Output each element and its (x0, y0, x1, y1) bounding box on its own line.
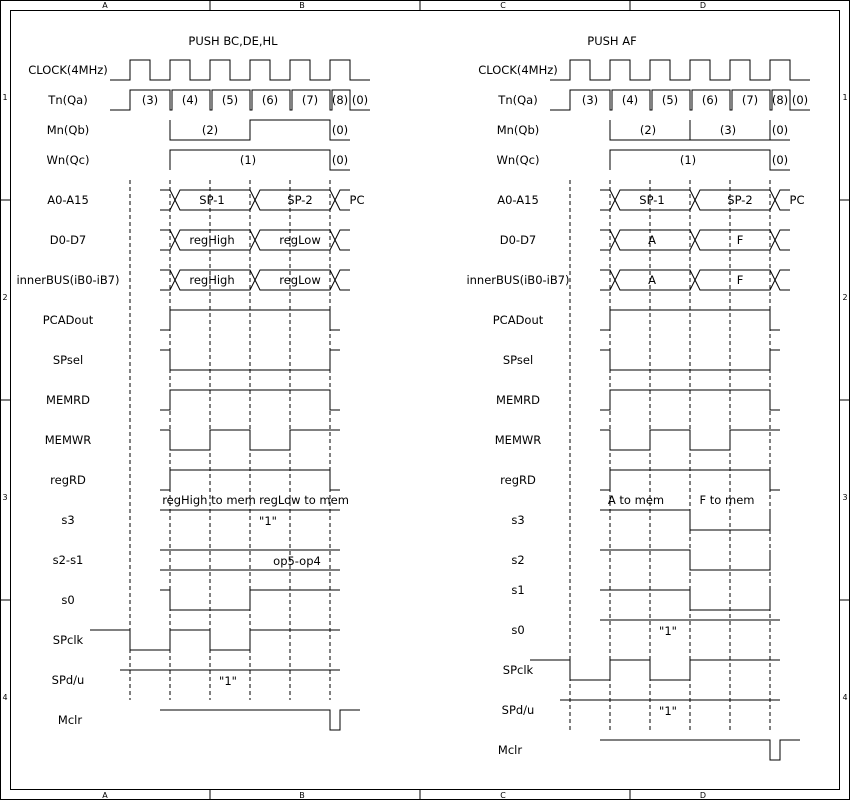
signal-label-s3: s3 (511, 513, 525, 527)
inner-border (11, 11, 840, 790)
signal-label-data: D0-D7 (49, 233, 87, 247)
timing-diagram-1 (16, 34, 370, 730)
signal-label-mn: Mn(Qb) (496, 123, 540, 137)
spdu-value: "1" (659, 704, 677, 718)
signal-label-pcadout: PCADout (42, 313, 94, 327)
regrd-note: regHigh to mem (162, 493, 256, 507)
memwr-waveform (160, 430, 340, 450)
signal-label-clock: CLOCK(4MHz) (478, 63, 558, 77)
ruler-row-label: 3 (842, 493, 848, 502)
ruler-row-label: 2 (842, 293, 848, 302)
tn-state-label: (5) (221, 93, 239, 107)
memwr-waveform (600, 430, 780, 450)
signal-label-s1: s1 (511, 583, 525, 597)
signal-label-memrd: MEMRD (46, 393, 90, 407)
mn-waveform (610, 120, 790, 140)
s2s1-value: op5-op4 (273, 554, 321, 568)
s1-waveform (600, 590, 770, 610)
diagram-title: PUSH BC,DE,HL (188, 34, 278, 48)
signal-label-memrd: MEMRD (496, 393, 540, 407)
tn-state-label: (6) (701, 93, 719, 107)
signal-label-memwr: MEMWR (44, 433, 92, 447)
bus-value: SP-1 (639, 193, 665, 207)
signal-label-spdu: SPd/u (51, 673, 85, 687)
signal-label-spdu: SPd/u (501, 703, 535, 717)
bus-edge (600, 230, 790, 250)
ruler-row-label: 2 (2, 293, 8, 302)
signal-label-addr: A0-A15 (497, 193, 539, 207)
bus-value: A (648, 233, 656, 247)
spclk-waveform (90, 630, 340, 650)
bus-value: regLow (279, 273, 321, 287)
mn-waveform (170, 120, 350, 140)
regrd-note: F to mem (699, 493, 755, 507)
ruler-col-label: A (102, 791, 108, 800)
regrd-note: A to mem (607, 493, 665, 507)
tn-state-label: (6) (261, 93, 279, 107)
mn-state-label: (3) (719, 123, 737, 137)
bus-ibus (600, 270, 790, 290)
ruler-row-label: 4 (842, 693, 848, 702)
regrd-waveform (600, 470, 780, 490)
ruler-row-label: 1 (842, 93, 848, 102)
wn-state-label: (1) (239, 153, 257, 167)
wn-waveform (610, 150, 790, 170)
diagram-title: PUSH AF (587, 34, 637, 48)
bus-value: regHigh (189, 273, 235, 287)
mclr-waveform (600, 740, 800, 760)
mn-state-label: (2) (639, 123, 657, 137)
bus-value: regLow (279, 233, 321, 247)
bus-value: PC (349, 193, 365, 207)
bus-value: A (648, 273, 656, 287)
bus-value: F (736, 273, 744, 287)
signal-label-clock: CLOCK(4MHz) (28, 63, 108, 77)
bus-value: regHigh (189, 233, 235, 247)
bus-addr (160, 190, 364, 210)
clock-waveform (110, 60, 370, 80)
tn-state-label: (0) (791, 93, 809, 107)
s3-value: "1" (259, 514, 277, 528)
clock-waveform (550, 60, 810, 80)
ruler-row-label: 4 (2, 693, 8, 702)
signal-label-tn: Tn(Qa) (498, 93, 538, 107)
tn-state-label: (4) (621, 93, 639, 107)
signal-label-s0: s0 (61, 593, 75, 607)
signal-label-memwr: MEMWR (494, 433, 542, 447)
ruler-row-label: 1 (2, 93, 8, 102)
signal-label-s21: s2-s1 (52, 553, 84, 567)
bus-value: SP-1 (199, 193, 225, 207)
bus-edge (160, 190, 350, 210)
signal-label-spclk: SPclk (52, 633, 84, 647)
spsel-waveform (610, 350, 780, 370)
regrd-waveform (160, 470, 340, 490)
tn-state-label: (3) (581, 93, 599, 107)
signal-label-s0: s0 (511, 623, 525, 637)
spsel-waveform (170, 350, 340, 370)
signal-label-spclk: SPclk (502, 663, 534, 677)
s0-waveform (160, 590, 340, 610)
tn-state-label: (8) (331, 93, 349, 107)
bus-edge (600, 190, 790, 210)
s0-value: "1" (659, 624, 677, 638)
ruler-col-label: B (299, 791, 305, 800)
tn-state-label: (0) (351, 93, 369, 107)
signal-label-mclr: Mclr (497, 743, 523, 757)
regrd-note: regLow to mem (259, 493, 349, 507)
ruler-col-label: C (500, 791, 506, 800)
tn-state-label: (3) (141, 93, 159, 107)
outer-border (1, 1, 850, 800)
signal-label-tn: Tn(Qa) (48, 93, 88, 107)
signal-label-s2: s2 (511, 553, 525, 567)
signal-label-wn: Wn(Qc) (496, 153, 540, 167)
spdu-value: "1" (219, 674, 237, 688)
wn-state-label: (0) (771, 153, 789, 167)
signal-label-pcadout: PCADout (492, 313, 544, 327)
bus-addr (600, 190, 804, 210)
tn-state-label: (5) (661, 93, 679, 107)
signal-label-regrd: regRD (50, 473, 86, 487)
bus-value: F (736, 233, 744, 247)
signal-label-ibus: innerBUS(iB0-iB7) (16, 273, 120, 287)
spclk-waveform (530, 660, 780, 680)
signal-label-ibus: innerBUS(iB0-iB7) (466, 273, 570, 287)
bus-value: SP-2 (287, 193, 313, 207)
wn-waveform (170, 150, 350, 170)
ruler-col-label: A (102, 1, 108, 10)
bus-data (600, 230, 790, 250)
ruler-col-label: B (299, 1, 305, 10)
tn-state-label: (8) (771, 93, 789, 107)
signal-label-data: D0-D7 (499, 233, 537, 247)
tn-state-label: (7) (301, 93, 319, 107)
signal-label-mn: Mn(Qb) (46, 123, 90, 137)
signal-label-spsel: SPsel (52, 353, 84, 367)
ruler-col-label: C (500, 1, 506, 10)
bus-edge (600, 270, 790, 290)
bus-ibus (160, 270, 350, 290)
ruler-col-label: D (699, 791, 707, 800)
mn-state-label: (0) (771, 123, 789, 137)
ruler-row-label: 3 (2, 493, 8, 502)
signal-label-s3: s3 (61, 513, 75, 527)
timing-diagram-2 (466, 34, 810, 760)
signal-label-wn: Wn(Qc) (46, 153, 90, 167)
wn-state-label: (1) (679, 153, 697, 167)
wn-state-label: (0) (331, 153, 349, 167)
tn-state-label: (4) (181, 93, 199, 107)
signal-label-spsel: SPsel (502, 353, 534, 367)
ruler-col-label: D (699, 1, 707, 10)
signal-label-addr: A0-A15 (47, 193, 89, 207)
bus-data (160, 230, 350, 250)
bus-value: SP-2 (727, 193, 753, 207)
mclr-waveform (160, 710, 360, 730)
mn-state-label: (0) (331, 123, 349, 137)
s2-waveform (600, 550, 770, 570)
tn-state-label: (7) (741, 93, 759, 107)
mn-state-label: (2) (201, 123, 219, 137)
signal-label-regrd: regRD (500, 473, 536, 487)
signal-label-mclr: Mclr (57, 713, 83, 727)
s3-waveform (600, 510, 770, 530)
bus-value: PC (789, 193, 805, 207)
